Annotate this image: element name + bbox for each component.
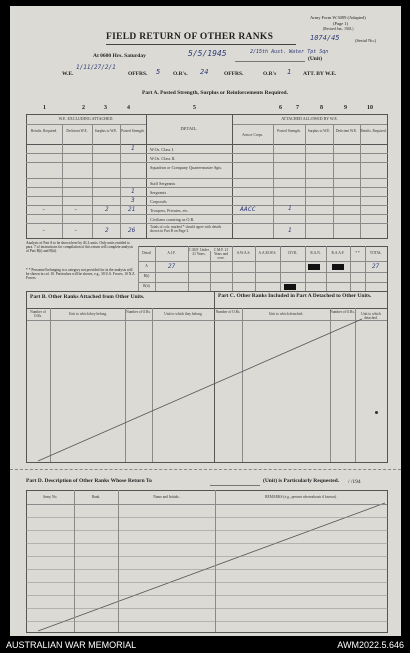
part-b-col-num-2: Number of O.Rs. xyxy=(126,310,151,314)
strike-lines xyxy=(10,6,401,636)
hand-att-total: 1 xyxy=(288,227,292,234)
col-num-5: 5 xyxy=(193,105,196,111)
we-label: W.E. xyxy=(62,71,74,77)
part-a-title: Part A. Posted Strength, Surplus or Reinforcements Required. xyxy=(142,90,288,96)
analysis-total-value: 27 xyxy=(372,263,380,270)
analysis-note-1: Analysis of Part A to be shown here by ALL units. Only units entitled to para. 7 of instructions for compilation of this return will complete analysis of Part B(i) and B(ii). xyxy=(26,241,133,253)
part-d-col-name: Name and Initials. xyxy=(153,495,180,499)
row-totals: Totals of cols. marked * should agree with details shown in Part B on Page 3. xyxy=(150,225,222,233)
serial-value: 1074/45 xyxy=(310,34,340,42)
form-sheet xyxy=(10,6,401,636)
col-num-2: 2 xyxy=(82,105,85,111)
analysis-col-aif: A.I.F. xyxy=(167,251,176,255)
page-label: (Page 1) xyxy=(333,21,349,26)
col-posted-header: Posted Strength. xyxy=(121,129,145,133)
or2-value: 1 xyxy=(287,68,292,76)
analysis-col-ran: R.A.N. xyxy=(310,251,321,255)
part-c-col-unit: Unit to which detached. xyxy=(268,312,304,316)
att-label: ATT. BY W.E. xyxy=(303,71,337,77)
row-cpl: Corporals xyxy=(150,199,167,204)
perforation-line xyxy=(10,469,401,470)
hand-posted-total: 26 xyxy=(128,227,136,234)
analysis-col-other: * * xyxy=(355,251,360,255)
col-num-3: 3 xyxy=(104,105,107,111)
part-d-date: / /194 xyxy=(348,479,361,485)
analysis-row-detail: Detail xyxy=(142,251,151,255)
hand-defic-troopers: - xyxy=(74,206,78,213)
col-num-9: 9 xyxy=(344,105,347,111)
hand-att-troopers: 1 xyxy=(288,205,292,212)
col-num-10: 10 xyxy=(367,105,373,111)
offrs-label: OFFRS. xyxy=(128,71,148,77)
date-value: 5/5/1945 xyxy=(188,49,227,58)
archive-footer xyxy=(0,636,410,653)
col-surplus-header: Surplus to W.E. xyxy=(94,129,118,133)
right-group-header: ATTACHED ALLOWED BY W.E. xyxy=(281,116,338,121)
col-att-posted-header: Posted Strength. xyxy=(277,129,301,133)
form-title: FIELD RETURN OF OTHER RANKS xyxy=(106,32,274,42)
col-reinf-header: Reinfts. Required. xyxy=(30,129,58,133)
serial-label: (Serial No.) xyxy=(355,38,377,43)
hand-sgt: 1 xyxy=(131,188,135,195)
or-label: O.R's. xyxy=(173,71,188,77)
row-staff-sgt: Staff Sergeants xyxy=(150,181,176,186)
detail-header: DETAIL. xyxy=(180,126,198,131)
col-arm-header: Arm or Corps. xyxy=(242,133,263,137)
col-num-1: 1 xyxy=(43,105,46,111)
analysis-col-awas: A.W.A.S. xyxy=(236,251,251,255)
hand-reinf-total: - xyxy=(42,227,46,234)
hand-defic-total: - xyxy=(74,227,78,234)
analysis-col-total: TOTAL. xyxy=(369,251,383,255)
analysis-col-civil: CIVIL xyxy=(287,251,298,255)
col-defic-header: Deficient W.E. xyxy=(66,129,88,133)
part-d-col-army-no: Army No. xyxy=(42,495,58,499)
col-num-4: 4 xyxy=(127,105,130,111)
analysis-row-bii: B(ii) xyxy=(143,284,150,288)
analysis-note-2: * * Personnel belonging to a category not provided for in the analysis will be shown in col. 10. Particulars will be shown, e.g., 30 U.S. Forces, 10 N.Z. Forces. xyxy=(26,268,136,280)
part-b-col-unit-2: Unit to which they belong xyxy=(164,312,202,316)
part-d-title: Part D. Description of Other Ranks Whose Return To xyxy=(26,478,152,484)
col-att-surplus-header: Surplus to W.E. xyxy=(307,129,331,133)
hand-troopers: 21 xyxy=(128,206,136,213)
offrs-value: 5 xyxy=(156,68,161,76)
part-d-col-rank: Rank. xyxy=(91,495,101,499)
col-num-6: 6 xyxy=(279,105,282,111)
or2-label: O.R's xyxy=(263,71,277,77)
unit-label: (Unit) xyxy=(308,56,323,62)
unit-value: 2/15th Aust. Water Tpt Sqn xyxy=(250,49,329,55)
revised-label: (Revised Jan., 1943.) xyxy=(323,27,354,31)
part-c-title: Part C. Other Ranks Included in Part A Detached to Other Units. xyxy=(218,293,372,299)
hand-cpl: 3 xyxy=(131,197,135,204)
or-value: 24 xyxy=(200,68,209,76)
col-num-8: 8 xyxy=(320,105,323,111)
analysis-row-bi: B(i) xyxy=(143,274,150,278)
hand-arm: AACC xyxy=(240,205,256,213)
row-sgt: Sergeants xyxy=(150,190,167,195)
col-att-defic-header: Deficient W.E. xyxy=(335,129,358,133)
part-d-unit: (Unit) is Particularly Requested. xyxy=(263,478,340,484)
analysis-col-raaf: R.A.A.F. xyxy=(331,251,345,255)
hand-wo1: 1 xyxy=(131,145,135,152)
hand-surplus-total: 2 xyxy=(105,227,109,234)
part-c-col-num-2: Number of O.Rs. xyxy=(330,310,355,314)
footer-catalog-id: AWM2022.5.646 xyxy=(337,639,404,650)
left-group-header: W.E. EXCLUDING ATTACHED. xyxy=(58,116,114,121)
row-troopers: Troopers, Privates, etc. xyxy=(150,208,189,213)
hand-reinf-troopers: - xyxy=(42,206,46,213)
part-c-col-unit-2: Unit to which detached. xyxy=(361,312,381,320)
row-qm: Squadron or Company Quartermaster Sgts. xyxy=(150,165,223,170)
analysis-aif-value: 27 xyxy=(168,263,176,270)
analysis-row-a: A xyxy=(145,264,148,268)
part-b-col-unit: Unit to which they belong xyxy=(68,312,107,316)
analysis-col-cmf-21: C.M.F. 21 Years and over. xyxy=(213,248,229,260)
part-d-col-remarks: REMARKS (e.g., present whereabouts if known). xyxy=(265,495,337,499)
row-wo1: W.Os. Class I. xyxy=(150,147,174,152)
col-att-reinf-header: Reinfts. Required. xyxy=(360,129,387,133)
analysis-col-aamws: A.A.M.W.S. xyxy=(258,251,277,255)
hand-surplus-troopers: 2 xyxy=(105,206,109,213)
army-form-label: Army Form W.3009 (Adapted) xyxy=(310,15,366,20)
at-label: At 0600 Hrs. Saturday xyxy=(93,53,146,59)
part-c-col-num: Number of O.Rs. xyxy=(215,310,241,314)
row-wo2: W.Os. Class II. xyxy=(150,156,176,161)
row-civilians: Civilians counting as O.R. xyxy=(150,217,195,222)
col-num-7: 7 xyxy=(296,105,299,111)
offrs2-label: OFFRS. xyxy=(224,71,244,77)
footer-institution: AUSTRALIAN WAR MEMORIAL xyxy=(6,639,137,650)
part-b-title: Part B. Other Ranks Attached from Other Units. xyxy=(30,294,145,300)
analysis-col-cmf-u21: C.M.F. Under 21 Years. xyxy=(189,248,209,256)
we-value: 1/11/27/2/1 xyxy=(76,64,116,71)
part-b-col-num: Number of O.Rs. xyxy=(30,310,46,318)
